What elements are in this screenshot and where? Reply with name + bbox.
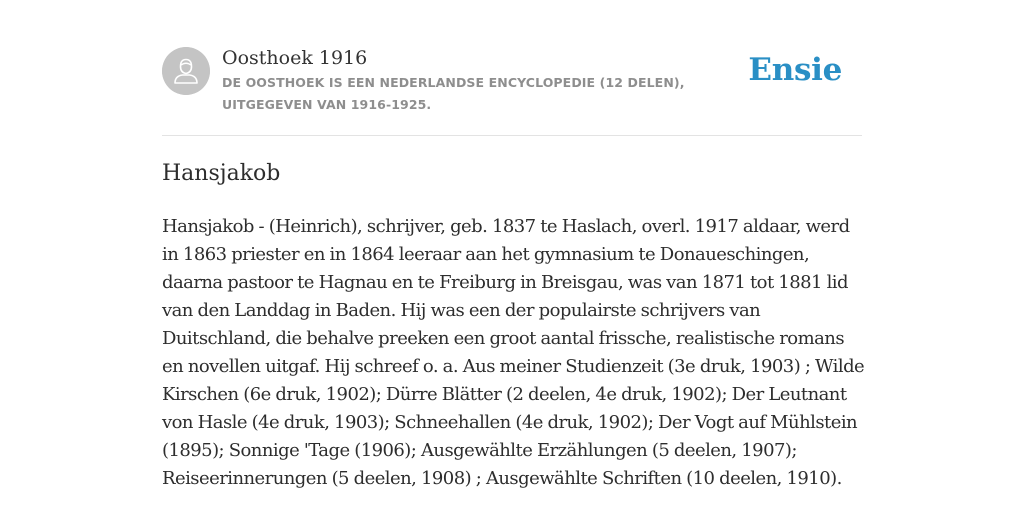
entry-title: Hansjakob — [162, 161, 281, 186]
source-header — [162, 44, 862, 124]
entry-body: Hansjakob - (Heinrich), schrijver, geb. 1837 te Haslach, overl. 1917 aldaar, werd in 1863 priester en in 1864 leeraar aan het gymnasium te Donaueschingen, daarna pastoor te Hagnau en te Freiburg in Breisgau, was van 1871 tot 1881 lid van den Landdag in Baden. Hij was een der populairste schrijvers van Duitschland, die behalve preeken een groot aantal frissche, realistische romans en novellen uitgaf. Hij schreef o. a. Aus meiner Studienzeit (3e druk, 1903) ; Wilde Kirschen (6e druk, 1902); Dürre Blätter (2 deelen, 4e druk, 1902); Der Leutnant von Hasle (4e druk, 1903); Schneehallen (4e druk, 1902); Der Vogt auf Mühlstein (1895); Sonnige 'Tage (1906); Ausgewählte Erzählungen (5 deelen, 1907); Reiseerinnerungen (5 deelen, 1908) ; Ausgewählte Schriften (10 deelen, 1910). — [162, 216, 865, 489]
source-description: DE OOSTHOEK IS EEN NEDERLANDSE ENCYCLOPEDIE (12 DELEN), UITGEGEVEN VAN 1916-1925. — [222, 75, 685, 112]
source-name[interactable]: Oosthoek 1916 — [222, 47, 368, 69]
header-divider — [162, 135, 862, 136]
user-avatar-icon[interactable] — [162, 47, 210, 95]
ensie-logo[interactable]: Ensie — [748, 52, 842, 88]
avatar-person-icon — [162, 47, 210, 95]
